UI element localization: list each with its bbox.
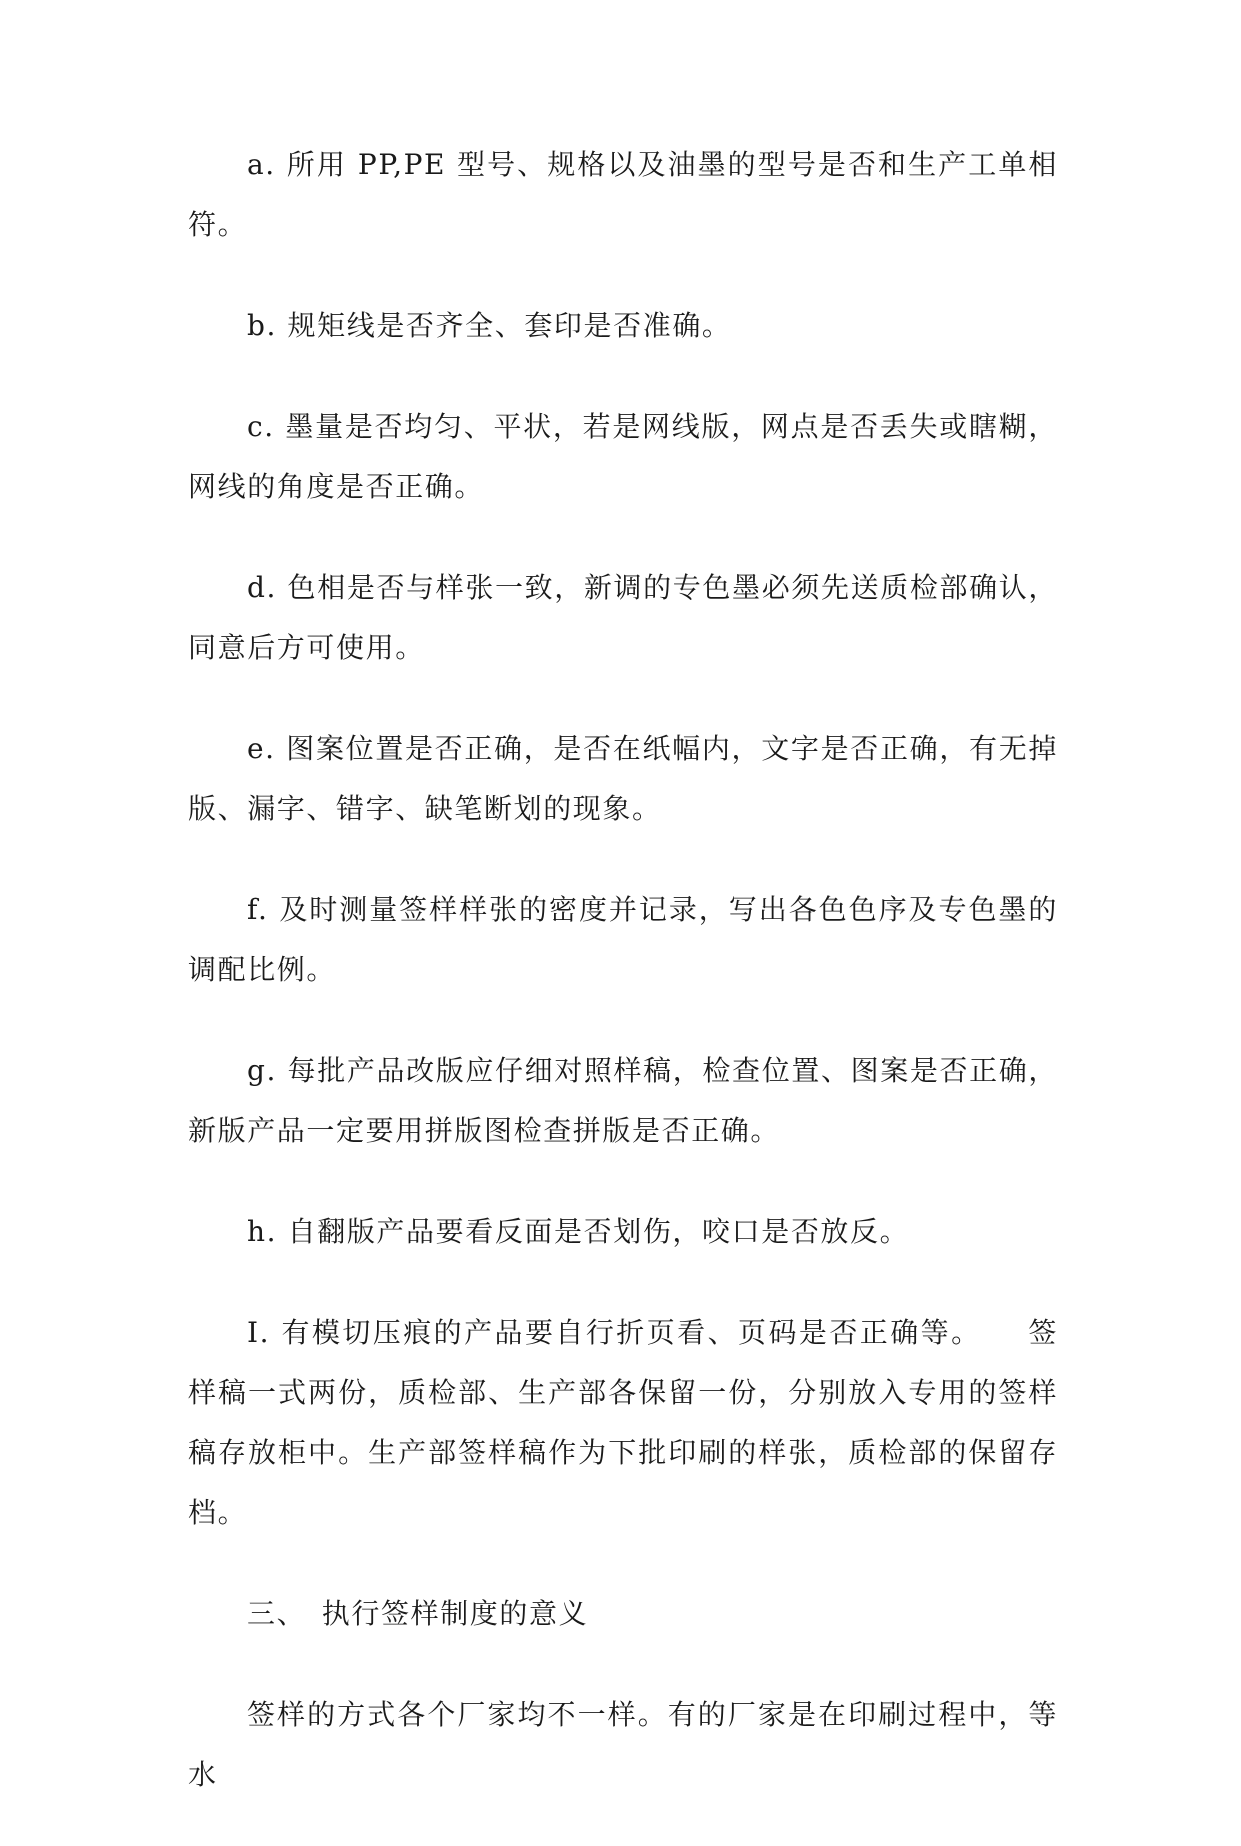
paragraph-item-e: e. 图案位置是否正确，是否在纸幅内，文字是否正确，有无掉版、漏字、错字、缺笔断划的现象。 bbox=[188, 732, 1058, 825]
paragraph-item-a: a. 所用 PP,PE 型号、规格以及油墨的型号是否和生产工单相符。 bbox=[188, 148, 1058, 241]
paragraph-item-d: d. 色相是否与样张一致，新调的专色墨必须先送质检部确认，同意后方可使用。 bbox=[188, 571, 1058, 664]
paragraph-item-f: f. 及时测量签样样张的密度并记录，写出各色色序及专色墨的调配比例。 bbox=[188, 893, 1058, 986]
closing-paragraph: 签样的方式各个厂家均不一样。有的厂家是在印刷过程中，等水 bbox=[188, 1698, 1058, 1791]
paragraph-item-i: I. 有模切压痕的产品要自行折页看、页码是否正确等。 签样稿一式两份，质检部、生产部各保留一份，分别放入专用的签样稿存放柜中。生产部签样稿作为下批印刷的样张，质检部的保留存档。 bbox=[188, 1316, 1058, 1529]
paragraph-item-b: b. 规矩线是否齐全、套印是否准确。 bbox=[247, 309, 732, 342]
body-text bbox=[188, 135, 1058, 1846]
paragraph-item-h: h. 自翻版产品要看反面是否划伤，咬口是否放反。 bbox=[247, 1215, 910, 1248]
paragraph-item-g: g. 每批产品改版应仔细对照样稿，检查位置、图案是否正确，新版产品一定要用拼版图检查拼版是否正确。 bbox=[188, 1054, 1058, 1147]
paragraph-item-c: c. 墨量是否均匀、平状，若是网线版，网点是否丢失或瞎糊，网线的角度是否正确。 bbox=[188, 410, 1058, 503]
section-heading: 三、 执行签样制度的意义 bbox=[247, 1597, 589, 1630]
